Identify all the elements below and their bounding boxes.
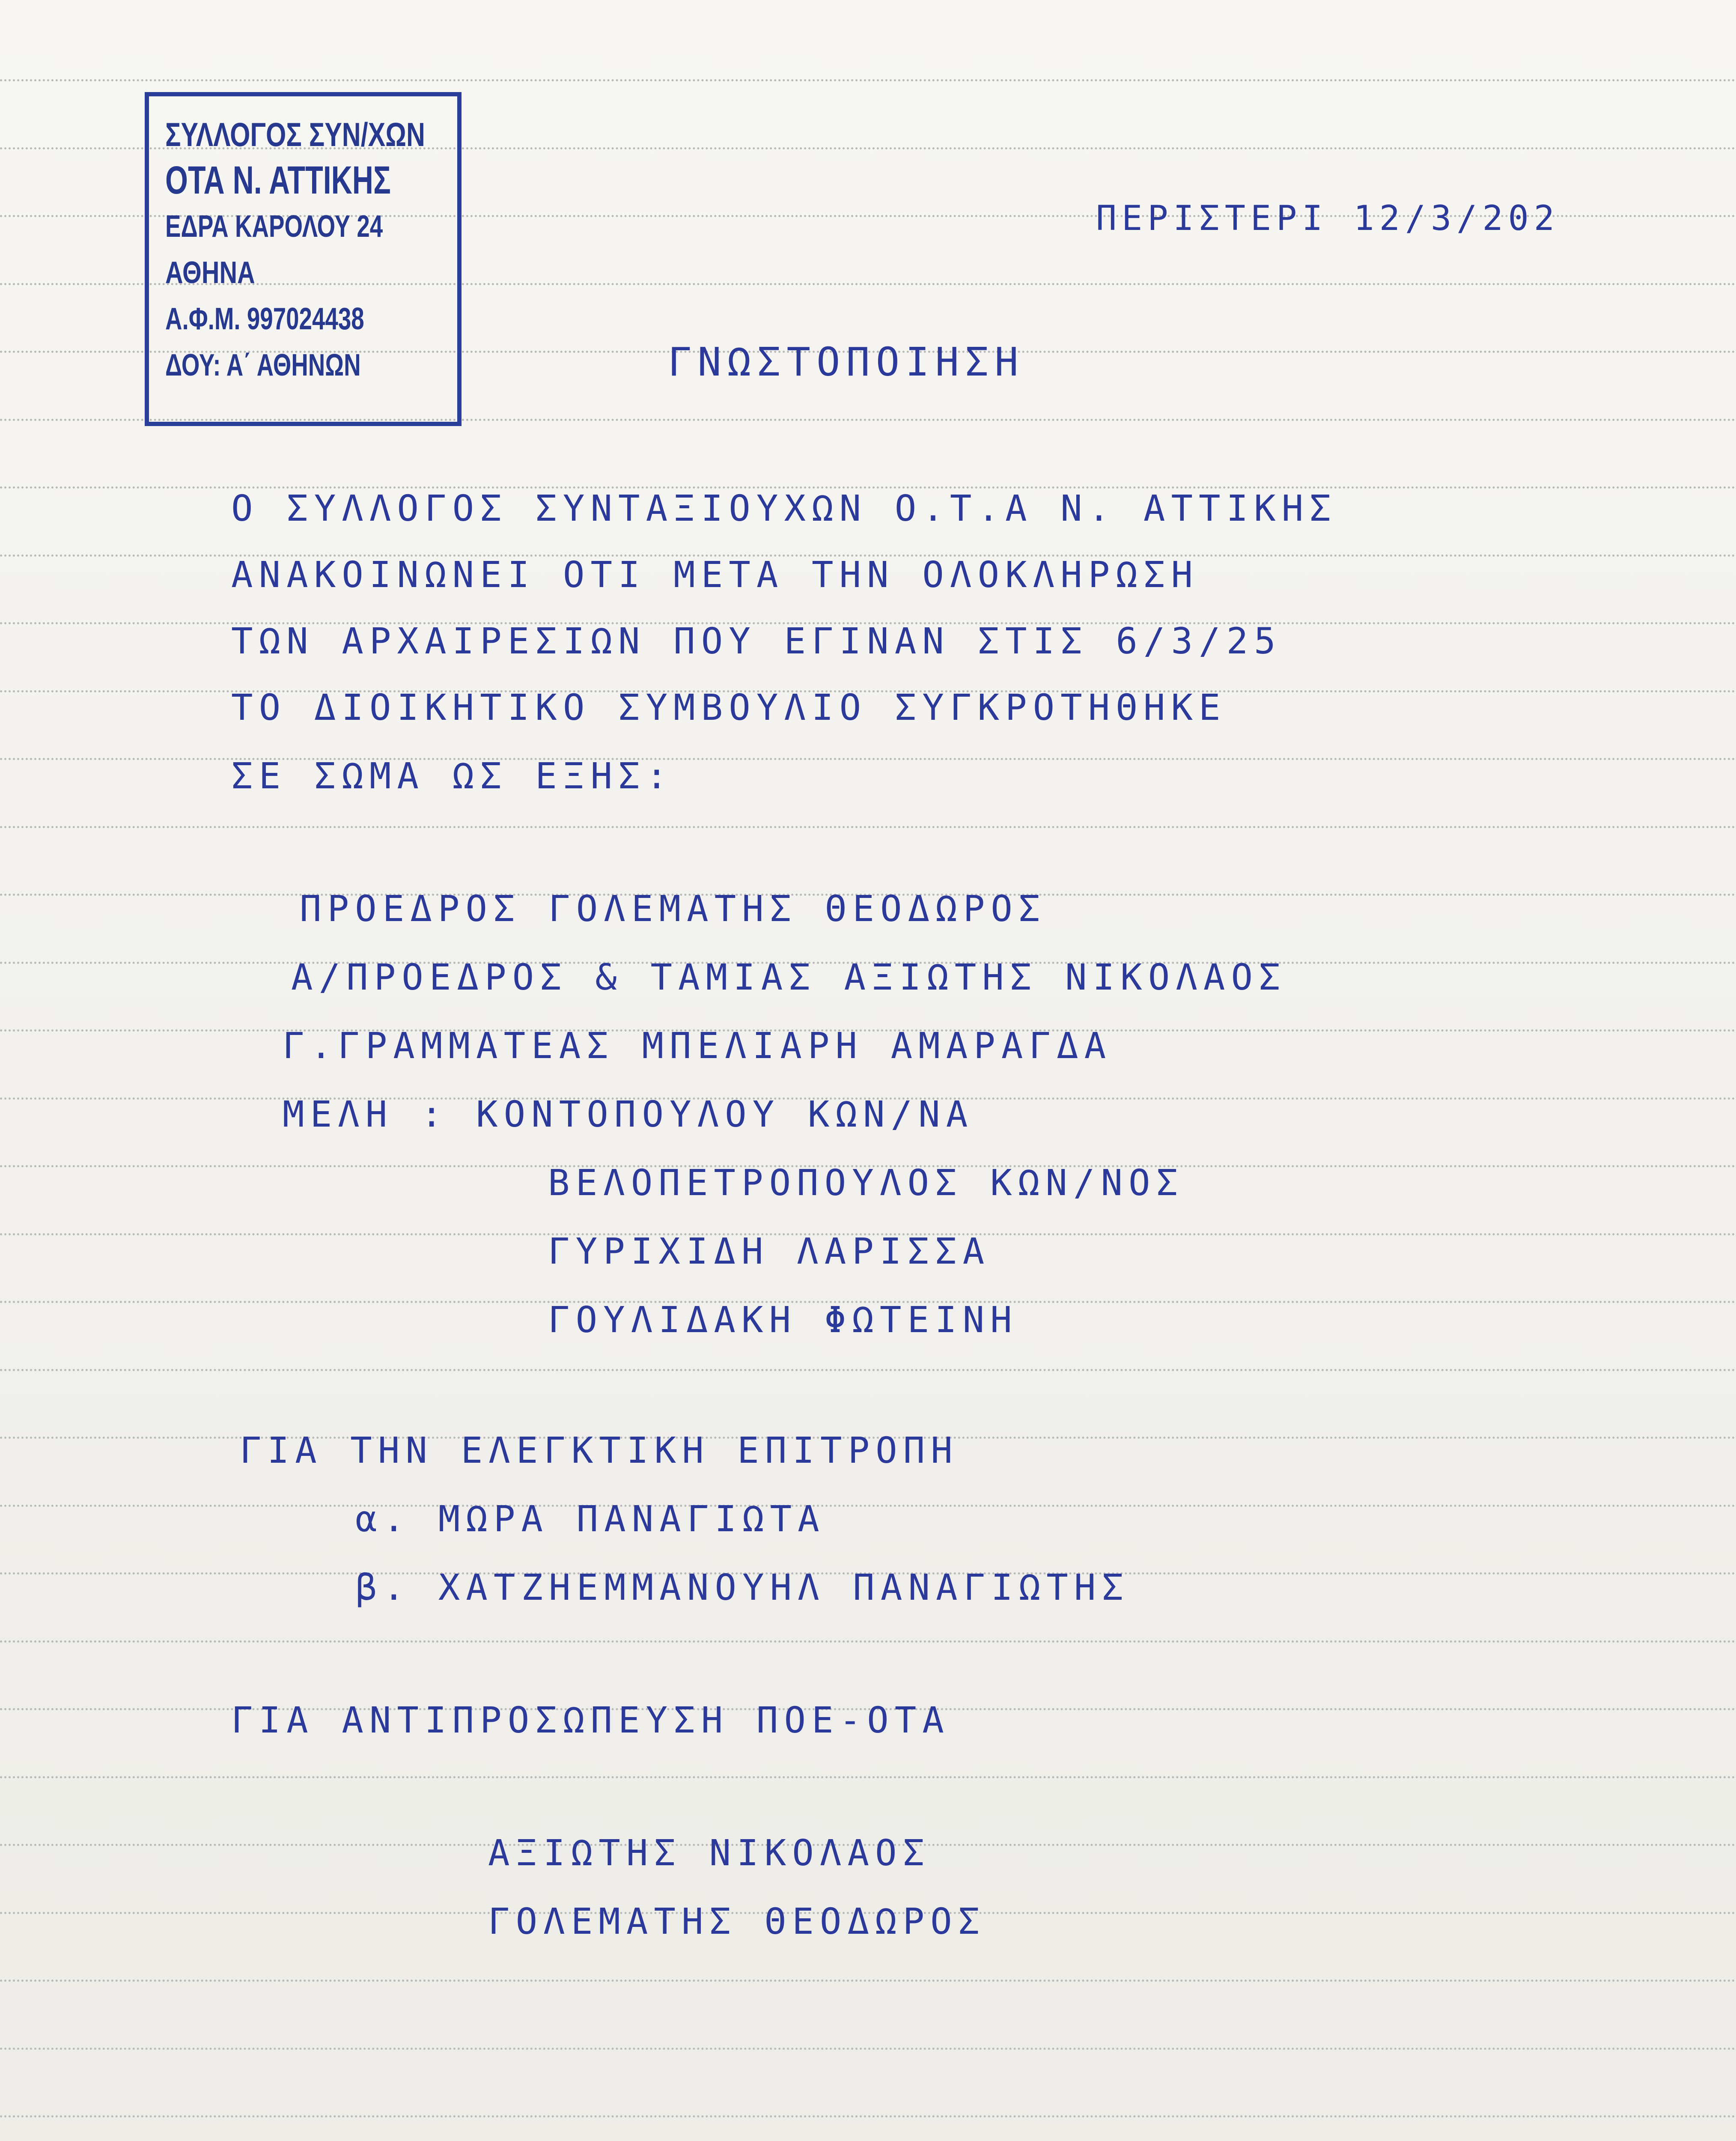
- audit-member-line: α. ΜΩΡΑ ΠΑΝΑΓΙΩΤΑ: [355, 1498, 825, 1540]
- letter-title: ΓΝΩΣΤΟΠΟΙΗΣΗ: [668, 339, 1024, 385]
- ruled-line: [0, 1980, 1736, 1982]
- stamp-line-city: ΑΘΗΝΑ: [165, 256, 255, 290]
- board-member-line: Α/ΠΡΟΕΔΡΟΣ & ΤΑΜΙΑΣ ΑΞΙΩΤΗΣ ΝΙΚΟΛΑΟΣ: [291, 956, 1286, 998]
- body-line: ΤΩΝ ΑΡΧΑΙΡΕΣΙΩΝ ΠΟΥ ΕΓΙΝΑΝ ΣΤΙΣ 6/3/25: [231, 620, 1282, 662]
- ruled-line: [0, 1369, 1736, 1371]
- board-member-line: ΜΕΛΗ : ΚΟΝΤΟΠΟΥΛΟΥ ΚΩΝ/ΝΑ: [283, 1093, 974, 1135]
- board-member-line: ΠΡΟΕΔΡΟΣ ΓΟΛΕΜΑΤΗΣ ΘΕΟΔΩΡΟΣ: [300, 888, 1046, 930]
- stamp-line-doy: ΔΟΥ: Α΄ ΑΘΗΝΩΝ: [165, 348, 361, 382]
- body-line: ΑΝΑΚΟΙΝΩΝΕΙ ΟΤΙ ΜΕΤΑ ΤΗΝ ΟΛΟΚΛΗΡΩΣΗ: [231, 554, 1199, 596]
- stamp-line-address: ΕΔΡΑ ΚΑΡΟΛΟΥ 24: [165, 209, 383, 244]
- place-date: ΠΕΡΙΣΤΕΡΙ 12/3/202: [1096, 198, 1560, 238]
- ruled-line: [0, 79, 1736, 81]
- ruled-line: [0, 2115, 1736, 2117]
- body-line: ΣΕ ΣΩΜΑ ΩΣ ΕΞΗΣ:: [231, 755, 674, 797]
- representation-heading: ΓΙΑ ΑΝΤΙΠΡΟΣΩΠΕΥΣΗ ΠΟΕ-ΟΤΑ: [231, 1699, 950, 1741]
- ruled-line: [0, 1776, 1736, 1778]
- ruled-line: [0, 1505, 1736, 1507]
- board-member-line: ΓΟΥΛΙΔΑΚΗ ΦΩΤΕΙΝΗ: [548, 1299, 1018, 1341]
- representative-line: ΑΞΙΩΤΗΣ ΝΙΚΟΛΑΟΣ: [488, 1832, 931, 1874]
- audit-member-line: β. ΧΑΤΖΗΕΜΜΑΝΟΥΗΛ ΠΑΝΑΓΙΩΤΗΣ: [355, 1566, 1130, 1608]
- board-member-line: ΓΥΡΙΧΙΔΗ ΛΑΡΙΣΣΑ: [548, 1230, 991, 1272]
- representative-line: ΓΟΛΕΜΑΤΗΣ ΘΕΟΔΩΡΟΣ: [488, 1900, 986, 1942]
- stamp-line-ota: ΟΤΑ Ν. ΑΤΤΙΚΗΣ: [165, 158, 391, 202]
- body-line: Ο ΣΥΛΛΟΓΟΣ ΣΥΝΤΑΞΙΟΥΧΩΝ Ο.Τ.Α Ν. ΑΤΤΙΚΗΣ: [231, 487, 1337, 529]
- association-stamp: [145, 92, 462, 426]
- body-line: ΤΟ ΔΙΟΙΚΗΤΙΚΟ ΣΥΜΒΟΥΛΙΟ ΣΥΓΚΡΟΤΗΘΗΚΕ: [231, 686, 1227, 728]
- ruled-line: [0, 826, 1736, 828]
- stamp-line-name: ΣΥΛΛΟΓΟΣ ΣΥΝ/ΧΩΝ: [165, 116, 425, 153]
- board-member-line: Γ.ΓΡΑΜΜΑΤΕΑΣ ΜΠΕΛΙΑΡΗ ΑΜΑΡΑΓΔΑ: [283, 1025, 1112, 1067]
- ruled-line: [0, 1640, 1736, 1643]
- board-member-line: ΒΕΛΟΠΕΤΡΟΠΟΥΛΟΣ ΚΩΝ/ΝΟΣ: [548, 1162, 1184, 1204]
- stamp-line-afm: Α.Φ.Μ. 997024438: [165, 302, 364, 336]
- audit-heading: ΓΙΑ ΤΗΝ ΕΛΕΓΚΤΙΚΗ ΕΠΙΤΡΟΠΗ: [240, 1429, 959, 1471]
- ruled-line: [0, 2048, 1736, 2050]
